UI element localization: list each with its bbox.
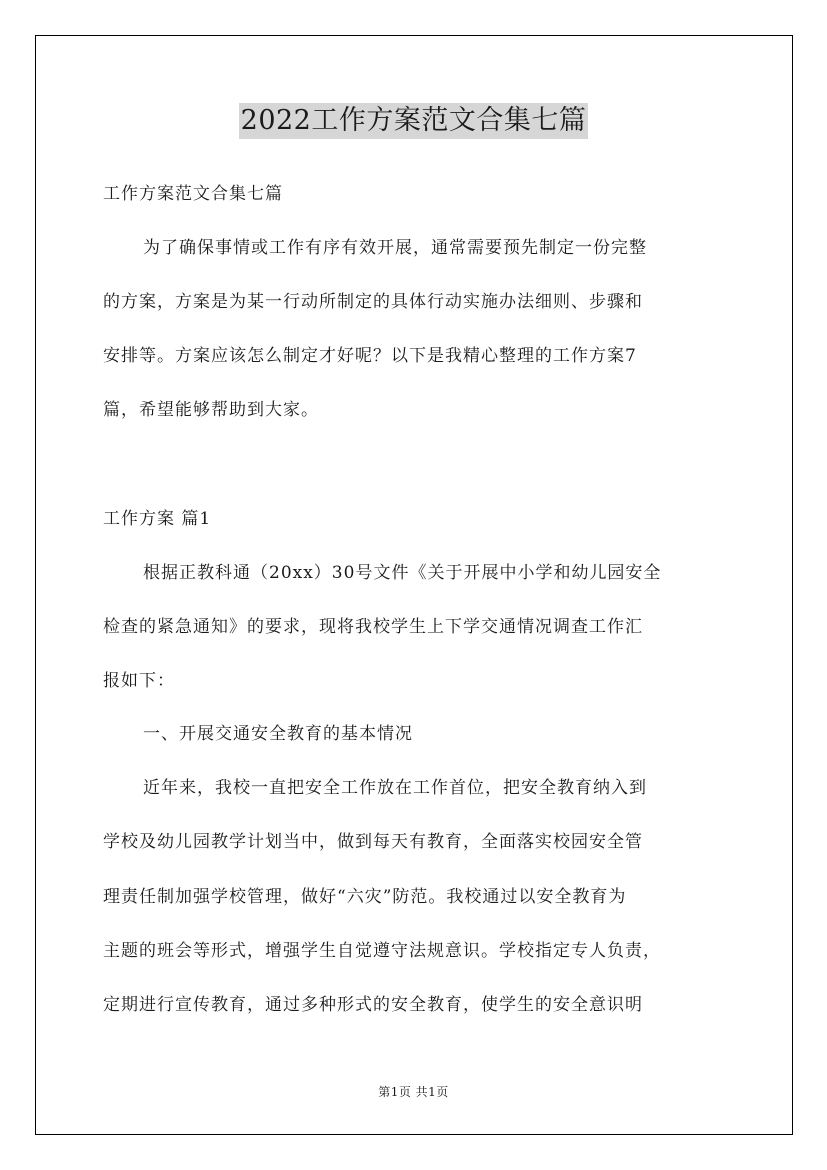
page-footer: 第1页 共1页 [378,1085,449,1099]
document-title-text: 2022工作方案范文合集七篇 [239,103,589,139]
section-line-4: 一、开展交通安全教育的基本情况 [143,724,413,744]
intro-line-1: 为了确保事情或工作有序有效开展，通常需要预先制定一份完整 [143,238,647,258]
section-line-8: 主题的班会等形式，增强学生自觉遵守法规意识。学校指定专人负责， [103,941,661,961]
section-line-5: 近年来，我校一直把安全工作放在工作首位，把安全教育纳入到 [143,778,647,798]
section-line-1: 根据正教科通（20xx）30号文件《关于开展中小学和幼儿园安全 [143,563,662,583]
intro-line-3: 安排等。方案应该怎么制定才好呢？以下是我精心整理的工作方案7 [103,346,637,366]
intro-line-4: 篇，希望能够帮助到大家。 [103,400,319,420]
document-subtitle: 工作方案范文合集七篇 [103,184,283,204]
document-title [0,103,827,139]
intro-line-2: 的方案，方案是为某一行动所制定的具体行动实施办法细则、步骤和 [103,292,643,312]
section-line-3: 报如下： [103,671,175,691]
section-line-6: 学校及幼儿园教学计划当中，做到每天有教育，全面落实校园安全管 [103,832,643,852]
section-line-9: 定期进行宣传教育，通过多种形式的安全教育，使学生的安全意识明 [103,995,643,1015]
section-line-7: 理责任制加强学校管理，做好“六灾”防范。我校通过以安全教育为 [103,887,627,907]
section-heading: 工作方案 篇1 [103,509,212,529]
section-line-2: 检查的紧急通知》的要求，现将我校学生上下学交通情况调查工作汇 [103,617,643,637]
